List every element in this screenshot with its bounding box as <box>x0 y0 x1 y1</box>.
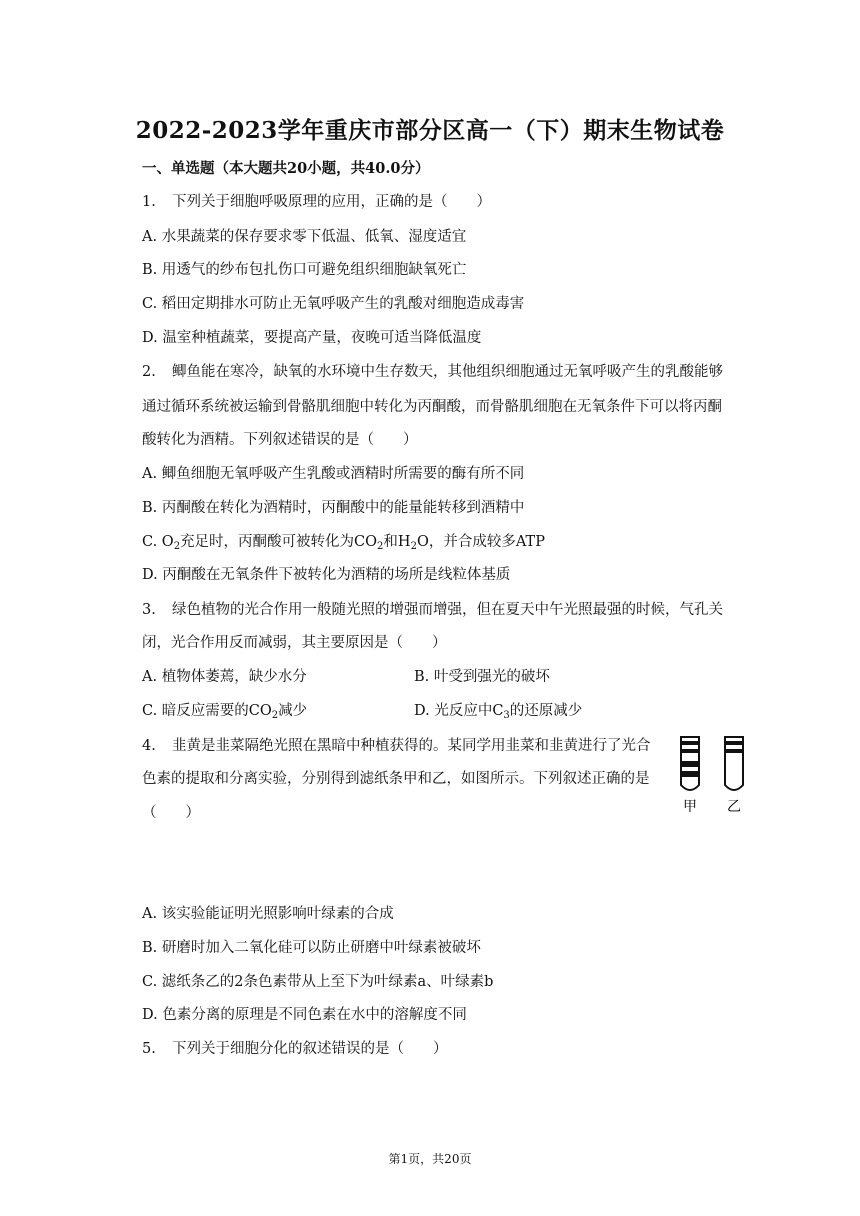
question-text: 下列关于细胞呼吸原理的应用，正确的是（ ） <box>172 194 491 210</box>
question-5-stem <box>142 1037 448 1058</box>
question-text: 鲫鱼能在寒冷，缺氧的水环境中生存数天，其他组织细胞通过无氧呼吸产生的乳酸能够 <box>172 364 723 380</box>
filter-paper-strips-figure <box>678 735 750 815</box>
pigment-band <box>681 771 699 777</box>
question-1-option-d: D. 温室种植蔬菜，要提高产量，夜晚可适当降低温度 <box>142 330 482 346</box>
question-3-option-c: C. 暗反应需要的$CO_2$减少 <box>142 703 308 721</box>
question-2-option-d: D. 丙酮酸在无氧条件下被转化为酒精的场所是线粒体基质 <box>142 567 511 583</box>
pigment-band <box>725 741 743 745</box>
strip-label-yi: 乙 <box>727 799 741 815</box>
question-1-stem <box>142 190 491 211</box>
pigment-band <box>681 749 699 753</box>
page-footer: 第1页，共20页 <box>388 1152 472 1166</box>
page-title: 2022-2023学年重庆市部分区高一（下）期末生物试卷 <box>135 117 725 144</box>
question-1-option-c: C. 稻田定期排水可防止无氧呼吸产生的乳酸对细胞造成毒害 <box>142 296 525 312</box>
strip-label-jia: 甲 <box>683 799 697 815</box>
question-number: 2. <box>142 364 156 380</box>
filter-strip-jia <box>681 737 699 790</box>
filter-strip-yi <box>725 737 743 790</box>
question-1-option-a: A. 水果蔬菜的保存要求零下低温、低氧、湿度适宜 <box>142 229 467 245</box>
question-3-option-d: D. 光反应中$C_3$的还原减少 <box>414 703 583 721</box>
question-2-option-a: A. 鲫鱼细胞无氧呼吸产生乳酸或酒精时所需要的酶有所不同 <box>142 466 525 482</box>
question-number: 5. <box>142 1041 156 1057</box>
pigment-band <box>681 741 699 745</box>
question-4-option-d: D. 色素分离的原理是不同色素在水中的溶解度不同 <box>142 1007 467 1023</box>
question-1-option-b: B. 用透气的纱布包扎伤口可避免组织细胞缺氧死亡 <box>142 262 467 278</box>
question-4-option-b: B. 研磨时加入二氧化硅可以防止研磨中叶绿素被破坏 <box>142 940 481 956</box>
question-text: 绿色植物的光合作用一般随光照的增强而增强，但在夏天中午光照最强的时候，气孔关 <box>172 602 723 618</box>
question-3-stem-line2: 闭，光合作用反而减弱，其主要原因是（ ） <box>142 635 447 651</box>
question-number: 4. <box>142 738 156 754</box>
pigment-band <box>725 749 743 753</box>
section-heading: 一、单选题（本大题共20小题，共40.0分） <box>142 160 430 177</box>
question-3-option-a: A. 植物体萎蔫，缺少水分 <box>142 669 307 685</box>
question-4-stem <box>142 734 651 755</box>
question-text: 下列关于细胞分化的叙述错误的是（ ） <box>172 1041 448 1057</box>
question-2-stem <box>142 360 723 381</box>
question-2-option-c: C. $O_2$充足时，丙酮酸可被转化为$CO_2$和$H_2O$，并合成较多ATP <box>142 534 545 552</box>
question-3-stem <box>142 598 723 619</box>
question-4-stem-line3: （ ） <box>142 805 200 821</box>
question-4-option-a: A. 该实验能证明光照影响叶绿素的合成 <box>142 906 394 922</box>
question-4-stem-line2: 色素的提取和分离实验，分别得到滤纸条甲和乙，如图所示。下列叙述正确的是 <box>142 771 650 787</box>
question-2-stem-line3: 酸转化为酒精。下列叙述错误的是（ ） <box>142 432 418 448</box>
question-2-option-b: B. 丙酮酸在转化为酒精时，丙酮酸中的能量能转移到酒精中 <box>142 500 525 516</box>
question-2-stem-line2: 通过循环系统被运输到骨骼肌细胞中转化为丙酮酸，而骨骼肌细胞在无氧条件下可以将丙酮 <box>142 399 722 415</box>
question-number: 1. <box>142 194 156 210</box>
pigment-band <box>681 761 699 767</box>
question-number: 3. <box>142 602 156 618</box>
question-3-option-b: B. 叶受到强光的破坏 <box>414 669 550 685</box>
question-4-option-c: C. 滤纸条乙的2条色素带从上至下为叶绿素a、叶绿素b <box>142 974 494 990</box>
question-text: 韭黄是韭菜隔绝光照在黑暗中种植获得的。某同学用韭菜和韭黄进行了光合 <box>172 738 651 754</box>
